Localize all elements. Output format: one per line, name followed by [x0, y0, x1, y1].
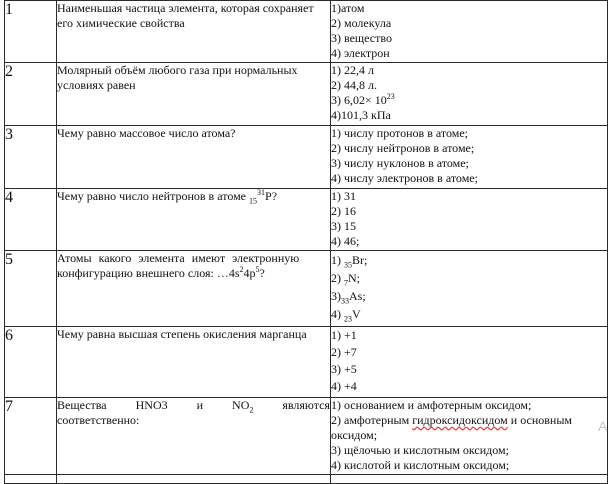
- table-row: [5, 189, 608, 251]
- question-line: [57, 398, 330, 413]
- answer-option: [331, 413, 607, 443]
- empty-cell: [331, 475, 608, 484]
- answer-option: 2) 44,8 л.: [331, 78, 377, 92]
- answer-option: 3) 15: [331, 219, 356, 233]
- element-symbol: V: [352, 307, 361, 321]
- option-prefix: 1): [331, 253, 344, 267]
- answer-option: 1) 22,4 л: [331, 63, 374, 77]
- answer-options: [331, 327, 608, 398]
- answer-option: 2) +7: [331, 345, 357, 359]
- question-number: 4: [5, 189, 57, 251]
- answer-option: 1) основанием и амфотерным оксидом;: [331, 398, 532, 412]
- question-number: 7: [5, 398, 57, 475]
- question-word: HNO3: [135, 398, 168, 412]
- answer-option: 4) +4: [331, 379, 357, 393]
- answer-option-text: и основным оксидом;: [331, 413, 572, 442]
- answer-options: [331, 63, 608, 126]
- answer-option-text: 2) амфотерным: [331, 413, 413, 427]
- answer-options: [331, 1, 608, 63]
- question-number: 6: [5, 327, 57, 398]
- mass-number: 31: [257, 188, 266, 197]
- atomic-number: 35: [344, 260, 352, 270]
- question-text: [57, 251, 331, 327]
- table-row: [5, 475, 608, 484]
- question-text-prefix: Чему равно число нейтронов в атоме: [57, 189, 250, 203]
- atomic-number: 7: [344, 278, 348, 288]
- answer-option: 3) вещество: [331, 31, 392, 45]
- answer-option: 1) 31: [331, 189, 356, 203]
- answer-option: 2) 16: [331, 204, 356, 218]
- question-line: соответственно:: [57, 413, 140, 427]
- answer-options: [331, 398, 608, 475]
- answer-option: 2) числу нейтронов в атоме;: [331, 141, 475, 155]
- answer-option: 4) числу электронов в атоме;: [331, 171, 478, 185]
- answer-option: [331, 93, 607, 108]
- answer-option: 4) кислотой и кислотным оксидом;: [331, 458, 510, 472]
- table-row: [5, 126, 608, 189]
- answer-option: 4) 46;: [331, 234, 360, 248]
- question-word: Вещества: [57, 398, 107, 412]
- answer-option: [331, 287, 607, 305]
- answer-option: [331, 305, 607, 323]
- question-text: Молярный объём любого газа при нормальных условиях равен: [57, 63, 331, 126]
- spellcheck-underlined-word: гидроксидоксидом: [412, 413, 508, 427]
- question-text: [57, 189, 331, 251]
- quiz-table: [4, 0, 608, 484]
- exponent: 5: [255, 265, 260, 274]
- answer-options: [331, 189, 608, 251]
- question-word: являются: [282, 398, 330, 412]
- atomic-number: 33: [341, 296, 349, 306]
- question-number: 2: [5, 63, 57, 126]
- question-text: [57, 398, 331, 475]
- question-text: Чему равна высшая степень окисления марганца: [57, 327, 331, 398]
- question-end: ?: [259, 266, 265, 280]
- table-row: [5, 398, 608, 475]
- question-number: 3: [5, 126, 57, 189]
- atomic-number: 23: [344, 314, 352, 324]
- table-row: [5, 251, 608, 327]
- answer-option: 3) +5: [331, 362, 357, 376]
- answer-option-text: 3) 6,02× 10: [331, 93, 387, 107]
- answer-option: 4)101,3 кПа: [331, 108, 391, 122]
- exponent: 23: [386, 92, 395, 101]
- answer-option: 2) молекула: [331, 16, 392, 30]
- question-line: Атомы какого элемента имеют электронную: [57, 251, 300, 265]
- answer-option: [331, 251, 607, 269]
- question-text: Наименьшая частица элемента, которая сохраняет его химические свойства: [57, 1, 331, 63]
- answer-options: [331, 251, 608, 327]
- element-symbol: Br;: [352, 253, 368, 267]
- option-prefix: 3): [331, 289, 341, 303]
- question-number: 5: [5, 251, 57, 327]
- table-row: [5, 63, 608, 126]
- answer-options: [331, 126, 608, 189]
- answer-option: 3) щёлочью и кислотным оксидом;: [331, 443, 509, 457]
- formula-text: NO: [232, 398, 250, 412]
- answer-option: 1) числу протонов в атоме;: [331, 126, 468, 140]
- question-word: и: [196, 398, 204, 412]
- empty-cell: [57, 475, 331, 484]
- question-word: [232, 398, 253, 413]
- subscript: 2: [249, 405, 254, 415]
- atomic-number: 15: [249, 196, 258, 206]
- answer-option: 1)атом: [331, 1, 365, 15]
- orbital-text: 4p: [243, 266, 256, 280]
- answer-option: [331, 269, 607, 287]
- question-text-prefix: конфигурацию внешнего слоя: …4s: [57, 266, 240, 280]
- option-prefix: 2): [331, 271, 344, 285]
- question-number: 1: [5, 1, 57, 63]
- answer-option: 3) числу нуклонов в атоме;: [331, 156, 469, 170]
- table-row: [5, 1, 608, 63]
- question-text: Чему равно массовое число атома?: [57, 126, 331, 189]
- element-symbol: P?: [265, 189, 278, 203]
- table-row: [5, 327, 608, 398]
- exponent: 2: [239, 265, 244, 274]
- option-prefix: 4): [331, 307, 344, 321]
- answer-option: 1) +1: [331, 328, 357, 342]
- question-line: [57, 266, 330, 281]
- element-symbol: N;: [348, 271, 360, 285]
- watermark: A: [598, 418, 608, 434]
- element-symbol: As;: [349, 289, 366, 303]
- empty-cell: [5, 475, 57, 484]
- answer-option: 4) электрон: [331, 46, 390, 60]
